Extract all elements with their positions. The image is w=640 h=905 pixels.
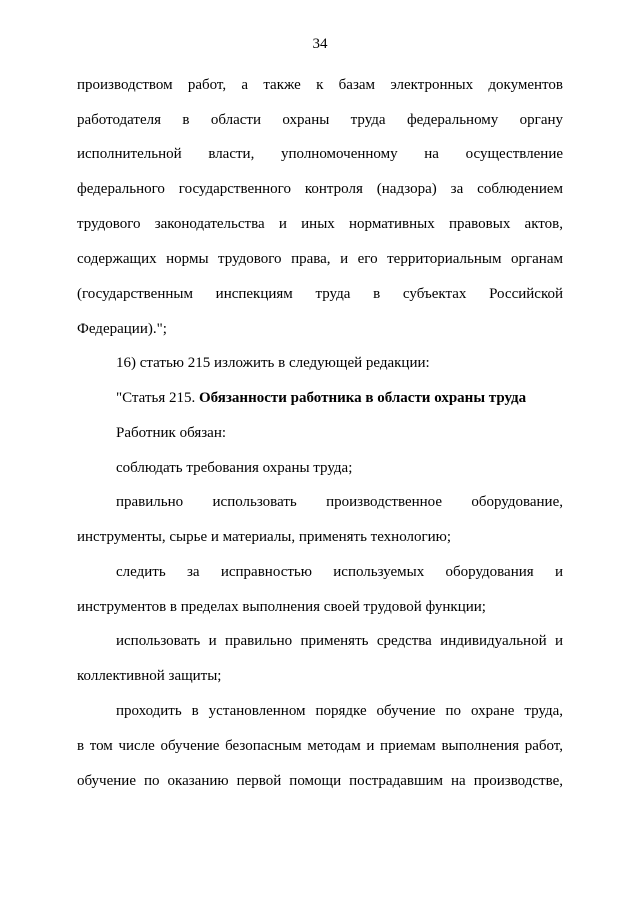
text-line: коллективной защиты; xyxy=(77,668,222,684)
text-line: инструменты, сырье и материалы, применять технологию; xyxy=(77,529,452,545)
text-line: проходить в установленном порядке обучение по охране труда, xyxy=(116,703,563,719)
text-line: федерального государственного контроля (надзора) за соблюдением xyxy=(77,181,563,197)
text-line: правильно использовать производственное оборудование, xyxy=(116,494,563,510)
text-line: Федерации)."; xyxy=(77,321,167,337)
text-line: 16) статью 215 изложить в следующей редакции: xyxy=(116,355,430,371)
text-line: трудового законодательства и иных нормативных правовых актов, xyxy=(77,216,563,232)
text-line: работодателя в области охраны труда федеральному органу xyxy=(77,112,563,128)
text-line: Работник обязан: xyxy=(116,425,227,441)
text-line: инструментов в пределах выполнения своей трудовой функции; xyxy=(77,599,486,615)
text-line: производством работ, а также к базам электронных документов xyxy=(77,77,563,93)
text-line: использовать и правильно применять средства индивидуальной и xyxy=(116,633,563,649)
text-line: следить за исправностью используемых оборудования и xyxy=(116,564,563,580)
text-line: обучение по оказанию первой помощи пострадавшим на производстве, xyxy=(77,773,563,789)
article-heading-title: Обязанности работника в области охраны труда xyxy=(198,390,527,406)
text-line: (государственным инспекциям труда в субъектах Российской xyxy=(77,286,563,302)
text-line: соблюдать требования охраны труда; xyxy=(116,460,353,476)
text-line: содержащих нормы трудового права, и его территориальным органам xyxy=(77,251,563,267)
article-heading-prefix: "Статья 215. xyxy=(116,390,199,406)
text-line: исполнительной власти, уполномоченному на осуществление xyxy=(77,146,563,162)
article-heading xyxy=(116,388,563,408)
text-line: в том числе обучение безопасным методам и приемам выполнения работ, xyxy=(77,738,563,754)
page-number: 34 xyxy=(312,36,328,52)
